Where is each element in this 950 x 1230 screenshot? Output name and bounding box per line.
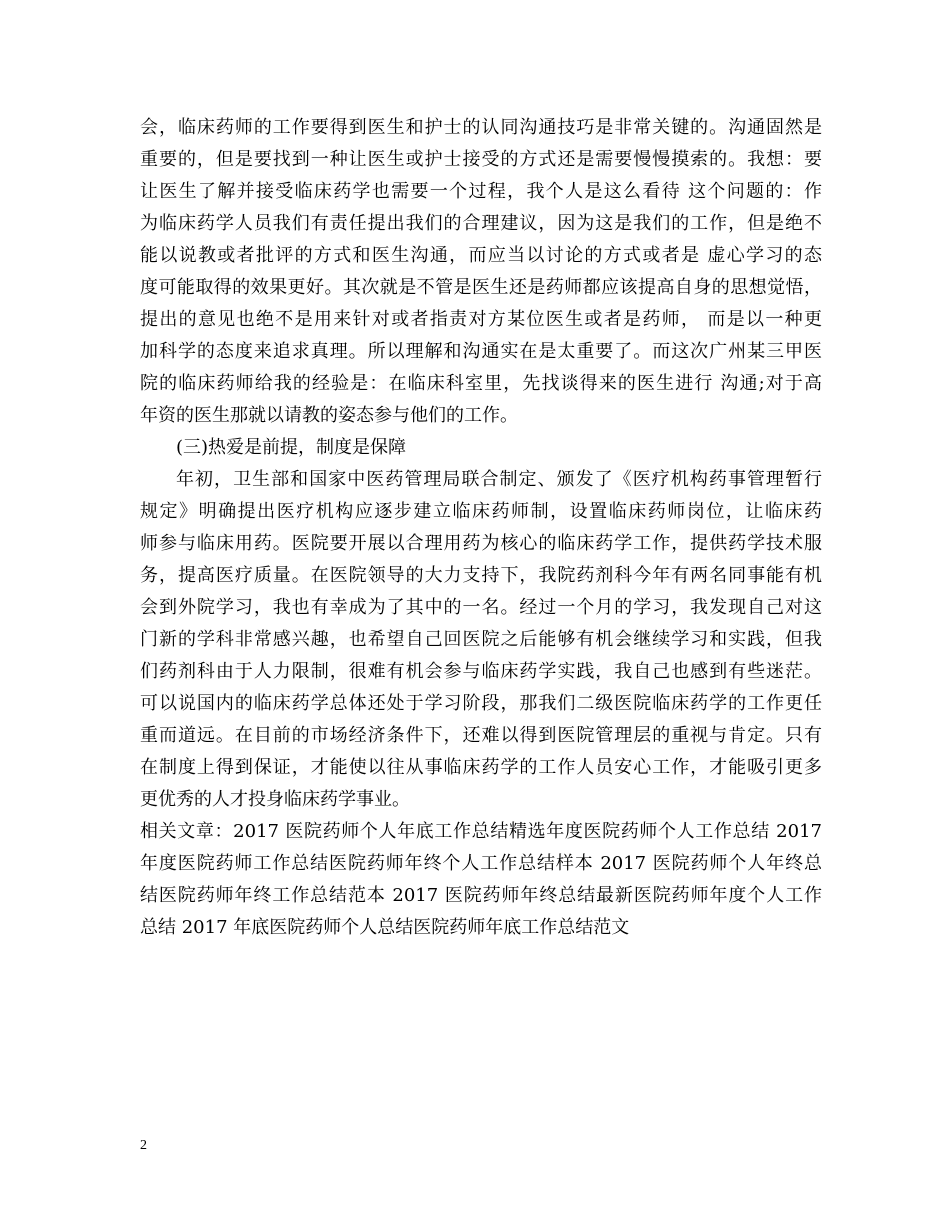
paragraph-continuation — [140, 112, 822, 432]
text-line: 能以说教或者批评的方式和医生沟通，而应当以讨论的方式或者是 虚心学习的态 — [140, 245, 822, 266]
text-line: 门新的学科非常感兴趣，也希望自己回医院之后能够有机会继续学习和实践，但我 — [140, 629, 822, 650]
text-line: 度可能取得的效果更好。其次就是不管是医生还是药师都应该提高自身的思想觉悟， — [140, 277, 822, 298]
text-line: 更优秀的人才投身临床药学事业。 — [140, 789, 410, 810]
text-line: 师参与临床用药。医院要开展以合理用药为核心的临床药学工作，提供药学技术服 — [140, 533, 822, 554]
text-line: 为临床药学人员我们有责任提出我们的合理建议，因为这是我们的工作，但是绝不 — [140, 213, 822, 234]
text-line: 加科学的态度来追求真理。所以理解和沟通实在是太重要了。而这次广州某三甲医 — [140, 341, 822, 362]
text-line: 年初，卫生部和国家中医药管理局联合制定、颁发了《医疗机构药事管理暂行 — [176, 469, 822, 490]
related-line: 总结 2017 年底医院药师个人总结医院药师年底工作总结范文 — [140, 917, 630, 938]
text-line: 重而道远。在目前的市场经济条件下，还难以得到医院管理层的重视与肯定。只有 — [140, 725, 822, 746]
text-line: 们药剂科由于人力限制，很难有机会参与临床药学实践，我自己也感到有些迷茫。 — [140, 661, 822, 682]
text-line: 规定》明确提出医疗机构应逐步建立临床药师制，设置临床药师岗位，让临床药 — [140, 501, 822, 522]
related-line: 结医院药师年终工作总结范本 2017 医院药师年终总结最新医院药师年度个人工作 — [140, 885, 822, 906]
text-line: 重要的，但是要找到一种让医生或护士接受的方式还是需要慢慢摸索的。我想：要 — [140, 149, 822, 170]
related-articles — [140, 816, 822, 944]
related-line: 年度医院药师工作总结医院药师年终个人工作总结样本 2017 医院药师个人年终总 — [140, 853, 822, 874]
section-heading: (三)热爱是前提，制度是保障 — [176, 437, 407, 458]
paragraph-body — [140, 464, 822, 816]
related-line: 相关文章：2017 医院药师个人年底工作总结精选年度医院药师个人工作总结 2017 — [140, 821, 822, 842]
page-number: 2 — [140, 1138, 147, 1153]
text-line: 院的临床药师给我的经验是：在临床科室里，先找谈得来的医生进行 沟通;对于高 — [140, 373, 822, 394]
text-line: 在制度上得到保证，才能使以往从事临床药学的工作人员安心工作，才能吸引更多 — [140, 757, 822, 778]
text-line: 让医生了解并接受临床药学也需要一个过程，我个人是这么看待 这个问题的：作 — [140, 181, 822, 202]
text-line: 提出的意见也绝不是用来针对或者指责对方某位医生或者是药师， 而是以一种更 — [140, 309, 822, 330]
text-line: 可以说国内的临床药学总体还处于学习阶段，那我们二级医院临床药学的工作更任 — [140, 693, 822, 714]
section-heading-block — [140, 432, 822, 464]
text-line: 会到外院学习，我也有幸成为了其中的一名。经过一个月的学习，我发现自己对这 — [140, 597, 822, 618]
text-line: 务，提高医疗质量。在医院领导的大力支持下，我院药剂科今年有两名同事能有机 — [140, 565, 822, 586]
text-line: 会，临床药师的工作要得到医生和护士的认同沟通技巧是非常关键的。沟通固然是 — [140, 117, 822, 138]
text-line: 年资的医生那就以请教的姿态参与他们的工作。 — [140, 405, 518, 426]
